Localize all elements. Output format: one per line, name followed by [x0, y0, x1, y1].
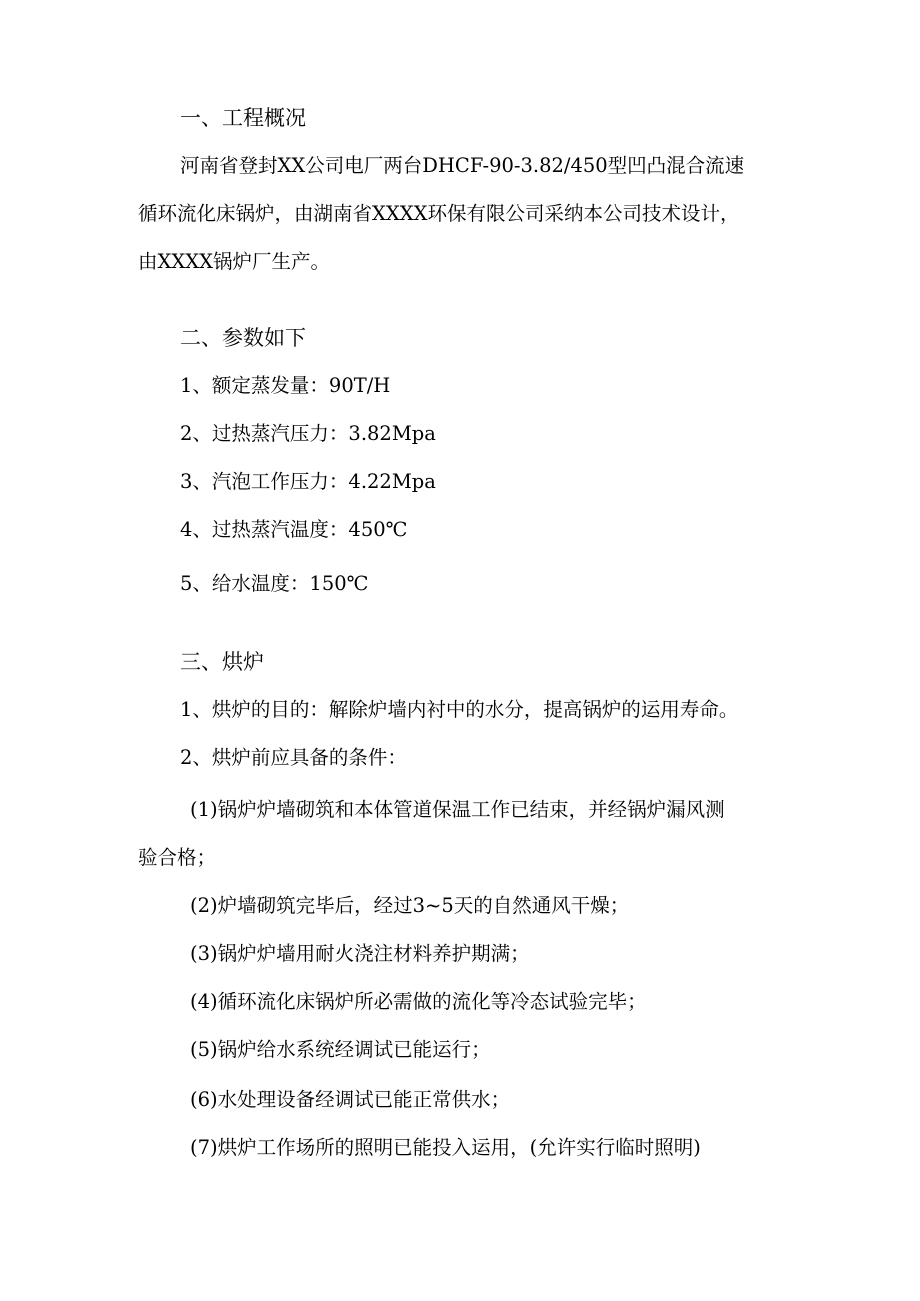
- param-item-2: 2、过热蒸汽压力：3.82Mpa: [180, 422, 436, 445]
- baking-conditions-title: 2、烘炉前应具备的条件：: [180, 746, 407, 769]
- section-1-para-line-1: 河南省登封XX公司电厂两台DHCF-90-3.82/450型凹凸混合流速: [180, 154, 745, 177]
- section-2-heading: 二、参数如下: [180, 326, 306, 350]
- section-1-para-line-2: 循环流化床锅炉，由湖南省XXXX环保有限公司采纳本公司技术设计，: [138, 202, 740, 225]
- section-1-para-line-3: 由XXXX锅炉厂生产。: [138, 250, 331, 273]
- section-1-heading: 一、工程概况: [180, 106, 306, 130]
- condition-4: (4)循环流化床锅炉所必需做的流化等冷态试验完毕；: [190, 990, 647, 1013]
- section-3-heading: 三、烘炉: [180, 650, 264, 674]
- param-item-4: 4、过热蒸汽温度：450℃: [180, 518, 408, 541]
- condition-3: (3)锅炉炉墙用耐火浇注材料养护期满；: [190, 942, 530, 965]
- baking-purpose: 1、烘炉的目的：解除炉墙内衬中的水分，提高锅炉的运用寿命。: [180, 698, 739, 721]
- param-item-3: 3、汽泡工作压力：4.22Mpa: [180, 470, 436, 493]
- condition-2: (2)炉墙砌筑完毕后，经过3~5天的自然通风干燥；: [190, 894, 630, 917]
- condition-1-line-1: (1)锅炉炉墙砌筑和本体管道保温工作已结束，并经锅炉漏风测: [190, 798, 725, 821]
- condition-5: (5)锅炉给水系统经调试已能运行；: [190, 1038, 491, 1061]
- condition-6: (6)水处理设备经调试已能正常供水；: [190, 1088, 511, 1111]
- param-item-5: 5、给水温度：150℃: [180, 572, 369, 595]
- param-item-1: 1、额定蒸发量：90T/H: [180, 374, 391, 397]
- condition-7: (7)烘炉工作场所的照明已能投入运用，(允许实行临时照明): [190, 1136, 701, 1159]
- condition-1-line-2: 验合格；: [138, 846, 217, 869]
